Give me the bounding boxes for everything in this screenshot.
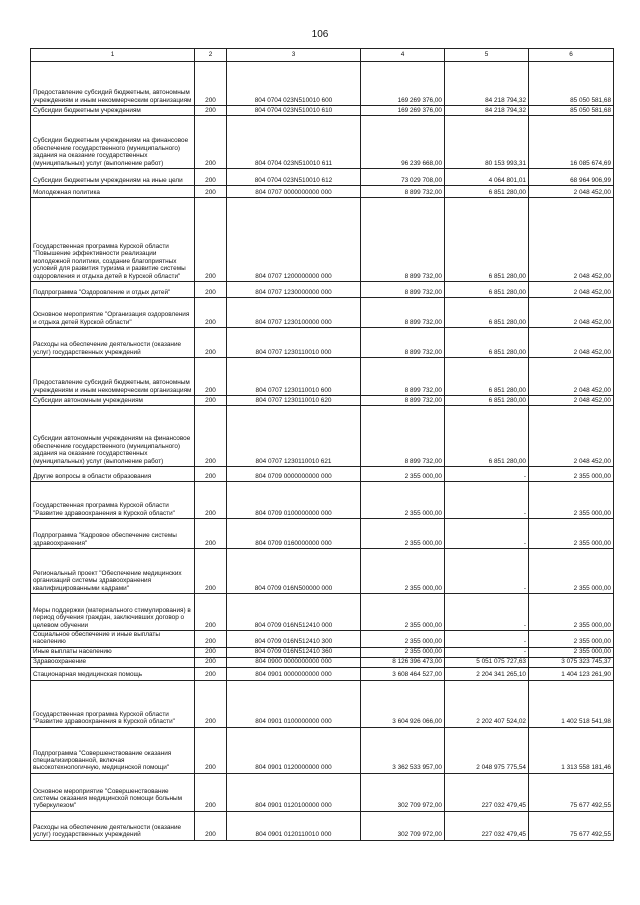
row-value-col4: 8 899 732,00 (361, 186, 445, 198)
row-name: Предоставление субсидий бюджетным, автономным учреждениям и иным некоммерческим организациям (31, 358, 195, 396)
row-value-col6: 2 048 452,00 (529, 406, 614, 467)
row-value-col4: 8 899 732,00 (361, 198, 445, 282)
row-value-col4: 8 899 732,00 (361, 396, 445, 406)
table-row (31, 647, 614, 657)
row-code: 804 0900 0000000000 000 (227, 657, 361, 667)
row-code: 804 0709 0000000000 000 (227, 467, 361, 482)
row-value-col5: 84 218 794,32 (445, 62, 529, 106)
row-column-2: 200 (195, 116, 227, 169)
row-code: 804 0901 0120110010 000 (227, 811, 361, 840)
row-value-col6: 2 048 452,00 (529, 198, 614, 282)
row-column-2: 200 (195, 186, 227, 198)
row-value-col4: 8 899 732,00 (361, 282, 445, 298)
row-value-col4: 8 899 732,00 (361, 358, 445, 396)
row-value-col5: 6 851 280,00 (445, 298, 529, 328)
row-value-col6: 75 677 492,55 (529, 811, 614, 840)
row-name: Основное мероприятие "Организация оздоровления и отдыха детей Курской области" (31, 298, 195, 328)
row-value-col6: 75 677 492,55 (529, 773, 614, 811)
row-value-col5: - (445, 519, 529, 549)
row-name: Государственная программа Курской области "Повышение эффективности реализации молодежной политики, создание благоприятных условий для развития туризма и развитие системы оздоровления и отдыха детей в Курской области" (31, 198, 195, 282)
table-row (31, 298, 614, 328)
row-value-col4: 3 604 926 066,00 (361, 680, 445, 727)
row-value-col6: 1 404 123 261,90 (529, 667, 614, 680)
row-value-col4: 3 608 464 527,00 (361, 667, 445, 680)
row-value-col5: - (445, 594, 529, 631)
row-code: 804 0901 0000000000 000 (227, 667, 361, 680)
row-column-2: 200 (195, 467, 227, 482)
row-value-col5: - (445, 549, 529, 594)
row-value-col5: 84 218 794,32 (445, 106, 529, 116)
row-column-2: 200 (195, 406, 227, 467)
row-code: 804 0707 1230110010 000 (227, 328, 361, 358)
row-code: 804 0709 016N512410 360 (227, 647, 361, 657)
row-value-col4: 2 355 000,00 (361, 482, 445, 519)
row-name: Расходы на обеспечение деятельности (оказание услуг) государственных учреждений (31, 328, 195, 358)
table-row (31, 467, 614, 482)
row-value-col5: 6 851 280,00 (445, 198, 529, 282)
row-code: 804 0709 016N512410 000 (227, 594, 361, 631)
row-value-col4: 8 899 732,00 (361, 328, 445, 358)
table-row (31, 116, 614, 169)
table-row (31, 406, 614, 467)
row-value-col6: 2 355 000,00 (529, 647, 614, 657)
row-value-col6: 2 355 000,00 (529, 482, 614, 519)
row-value-col6: 3 075 323 745,37 (529, 657, 614, 667)
row-value-col5: 6 851 280,00 (445, 396, 529, 406)
row-name: Основное мероприятие "Совершенствование системы оказания медицинской помощи больным туберкулезом" (31, 773, 195, 811)
table-row (31, 657, 614, 667)
row-name: Подпрограмма "Оздоровление и отдых детей" (31, 282, 195, 298)
row-column-2: 200 (195, 62, 227, 106)
row-column-2: 200 (195, 773, 227, 811)
row-value-col5: 227 032 479,45 (445, 811, 529, 840)
table-row (31, 169, 614, 186)
row-code: 804 0704 023N510010 611 (227, 116, 361, 169)
row-name: Подпрограмма "Кадровое обеспечение системы здравоохранения" (31, 519, 195, 549)
row-value-col4: 8 899 732,00 (361, 406, 445, 467)
row-code: 804 0709 016N500000 000 (227, 549, 361, 594)
row-column-2: 200 (195, 198, 227, 282)
row-name: Меры поддержки (материального стимулирования) в период обучения граждан, заключивших договор о целевом обучении (31, 594, 195, 631)
row-value-col4: 2 355 000,00 (361, 519, 445, 549)
table-row (31, 328, 614, 358)
row-value-col4: 302 709 972,00 (361, 773, 445, 811)
row-code: 804 0704 023N510010 610 (227, 106, 361, 116)
row-column-2: 200 (195, 519, 227, 549)
row-value-col5: 6 851 280,00 (445, 328, 529, 358)
table-row (31, 811, 614, 840)
row-value-col5: - (445, 467, 529, 482)
row-value-col6: 2 048 452,00 (529, 328, 614, 358)
row-value-col6: 1 402 518 541,98 (529, 680, 614, 727)
row-column-2: 200 (195, 358, 227, 396)
row-value-col4: 2 355 000,00 (361, 647, 445, 657)
row-code: 804 0707 1200000000 000 (227, 198, 361, 282)
table-row (31, 396, 614, 406)
row-value-col6: 2 355 000,00 (529, 467, 614, 482)
row-value-col5: 2 048 975 775,54 (445, 727, 529, 773)
table-row (31, 631, 614, 648)
row-column-2: 200 (195, 396, 227, 406)
row-name: Предоставление субсидий бюджетным, автономным учреждениям и иным некоммерческим организациям (31, 62, 195, 106)
row-name: Субсидии автономным учреждениям на финансовое обеспечение государственного (муниципального) задания на оказание государственных (муниципальных) услуг (выполнение работ) (31, 406, 195, 467)
row-name: Субсидии бюджетным учреждениям на иные цели (31, 169, 195, 186)
row-value-col5: 227 032 479,45 (445, 773, 529, 811)
row-value-col5: 6 851 280,00 (445, 406, 529, 467)
row-code: 804 0707 0000000000 000 (227, 186, 361, 198)
row-column-2: 200 (195, 811, 227, 840)
row-value-col5: 6 851 280,00 (445, 186, 529, 198)
row-code: 804 0709 016N512410 300 (227, 631, 361, 648)
row-name: Региональный проект "Обеспечение медицинских организаций системы здравоохранения квалифицированными кадрами" (31, 549, 195, 594)
row-value-col6: 85 050 581,68 (529, 106, 614, 116)
row-value-col6: 2 048 452,00 (529, 358, 614, 396)
table-row (31, 106, 614, 116)
row-column-2: 200 (195, 727, 227, 773)
header-cell: 3 (227, 49, 361, 62)
row-name: Социальное обеспечение и иные выплаты населению (31, 631, 195, 648)
row-value-col4: 73 029 708,00 (361, 169, 445, 186)
table-row (31, 198, 614, 282)
row-name: Субсидии бюджетным учреждениям (31, 106, 195, 116)
row-column-2: 200 (195, 594, 227, 631)
row-value-col6: 2 355 000,00 (529, 549, 614, 594)
row-column-2: 200 (195, 169, 227, 186)
row-code: 804 0707 1230100000 000 (227, 298, 361, 328)
table-row (31, 358, 614, 396)
header-cell: 1 (31, 49, 195, 62)
row-value-col4: 2 355 000,00 (361, 549, 445, 594)
row-name: Государственная программа Курской области "Развитие здравоохранения в Курской области" (31, 680, 195, 727)
header-cell: 4 (361, 49, 445, 62)
table-row (31, 727, 614, 773)
row-column-2: 200 (195, 482, 227, 519)
row-value-col6: 2 355 000,00 (529, 631, 614, 648)
row-code: 804 0707 1230110010 600 (227, 358, 361, 396)
header-cell: 2 (195, 49, 227, 62)
row-value-col4: 8 126 396 473,00 (361, 657, 445, 667)
row-value-col5: 6 851 280,00 (445, 282, 529, 298)
table-row (31, 519, 614, 549)
row-code: 804 0707 1230110010 621 (227, 406, 361, 467)
header-cell: 5 (445, 49, 529, 62)
row-value-col6: 16 085 674,69 (529, 116, 614, 169)
row-name: Иные выплаты населению (31, 647, 195, 657)
row-value-col4: 2 355 000,00 (361, 631, 445, 648)
row-column-2: 200 (195, 106, 227, 116)
row-code: 804 0901 0120000000 000 (227, 727, 361, 773)
table-row (31, 667, 614, 680)
row-value-col5: 4 064 801,01 (445, 169, 529, 186)
row-name: Подпрограмма "Совершенствование оказания специализированной, включая высокотехнологичную, медицинской помощи" (31, 727, 195, 773)
budget-table (30, 48, 614, 841)
row-code: 804 0707 1230000000 000 (227, 282, 361, 298)
row-value-col5: 2 202 407 524,02 (445, 680, 529, 727)
table-row (31, 680, 614, 727)
row-name: Стационарная медицинская помощь (31, 667, 195, 680)
row-name: Субсидии бюджетным учреждениям на финансовое обеспечение государственного (муниципального) задания на оказание государственных (муниципальных) услуг (выполнение работ) (31, 116, 195, 169)
row-value-col4: 96 239 668,00 (361, 116, 445, 169)
row-value-col5: 80 153 993,31 (445, 116, 529, 169)
row-name: Государственная программа Курской области "Развитие здравоохранения в Курской области" (31, 482, 195, 519)
row-value-col5: 6 851 280,00 (445, 358, 529, 396)
header-row (31, 49, 614, 62)
row-column-2: 200 (195, 328, 227, 358)
row-value-col4: 302 709 972,00 (361, 811, 445, 840)
table-row (31, 186, 614, 198)
row-code: 804 0901 0120100000 000 (227, 773, 361, 811)
row-name: Субсидии автономным учреждениям (31, 396, 195, 406)
row-code: 804 0707 1230110010 620 (227, 396, 361, 406)
row-code: 804 0709 0160000000 000 (227, 519, 361, 549)
row-value-col5: 2 204 341 265,10 (445, 667, 529, 680)
row-column-2: 200 (195, 631, 227, 648)
table-row (31, 482, 614, 519)
row-code: 804 0704 023N510010 600 (227, 62, 361, 106)
row-value-col5: - (445, 631, 529, 648)
row-name: Расходы на обеспечение деятельности (оказание услуг) государственных учреждений (31, 811, 195, 840)
row-column-2: 200 (195, 680, 227, 727)
table-row (31, 773, 614, 811)
row-column-2: 200 (195, 298, 227, 328)
table-row (31, 282, 614, 298)
header-cell: 6 (529, 49, 614, 62)
row-code: 804 0704 023N510010 612 (227, 169, 361, 186)
table-row (31, 549, 614, 594)
row-value-col6: 2 048 452,00 (529, 186, 614, 198)
row-value-col5: - (445, 647, 529, 657)
row-value-col5: - (445, 482, 529, 519)
row-column-2: 200 (195, 647, 227, 657)
row-name: Здравоохранение (31, 657, 195, 667)
row-value-col6: 2 048 452,00 (529, 282, 614, 298)
row-value-col4: 169 269 376,00 (361, 106, 445, 116)
row-value-col4: 8 899 732,00 (361, 298, 445, 328)
row-column-2: 200 (195, 549, 227, 594)
row-code: 804 0709 0100000000 000 (227, 482, 361, 519)
row-value-col6: 85 050 581,68 (529, 62, 614, 106)
row-value-col4: 3 362 533 957,00 (361, 727, 445, 773)
row-value-col4: 2 355 000,00 (361, 467, 445, 482)
table-row (31, 62, 614, 106)
row-value-col4: 169 269 376,00 (361, 62, 445, 106)
row-column-2: 200 (195, 657, 227, 667)
page-number: 106 (311, 29, 329, 40)
row-name: Другие вопросы в области образования (31, 467, 195, 482)
row-value-col6: 1 313 558 181,46 (529, 727, 614, 773)
row-value-col6: 2 355 000,00 (529, 594, 614, 631)
row-name: Молодежная политика (31, 186, 195, 198)
table-row (31, 594, 614, 631)
row-column-2: 200 (195, 282, 227, 298)
row-value-col5: 5 051 075 727,63 (445, 657, 529, 667)
row-value-col6: 2 048 452,00 (529, 396, 614, 406)
row-code: 804 0901 0100000000 000 (227, 680, 361, 727)
row-column-2: 200 (195, 667, 227, 680)
row-value-col6: 68 964 906,99 (529, 169, 614, 186)
row-value-col6: 2 048 452,00 (529, 298, 614, 328)
row-value-col6: 2 355 000,00 (529, 519, 614, 549)
row-value-col4: 2 355 000,00 (361, 594, 445, 631)
